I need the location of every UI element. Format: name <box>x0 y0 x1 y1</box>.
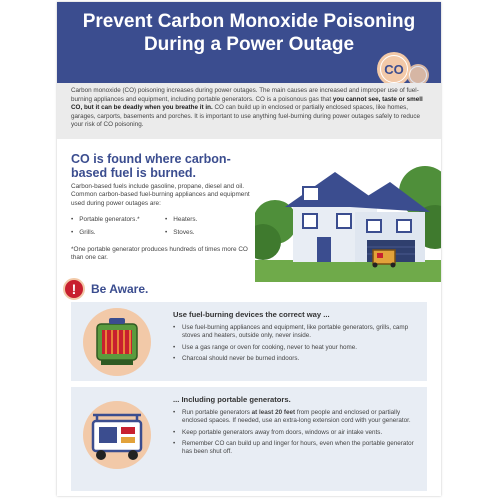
title-line-1: Prevent Carbon Monoxide Poisoning <box>82 11 416 32</box>
intro-paragraph: Carbon monoxide (CO) poisoning increases during power outages. The main causes are increased and improper use of fuel-burning appliances and equipment, including portable generators. CO is a poisonous gas that you cannot see, taste or smell CO, but it can be deadly when you breathe it in. CO can build up in enclosed or partially enclosed spaces, like homes, garages, carports, basements and porches. It is important to use anything fuel-burning during power outages safely to reduce your risk of CO poisoning. <box>57 83 441 139</box>
co-badge-small <box>407 64 429 83</box>
list-item: • Run portable generators at least 20 feet from people and enclosed or partially enclosed spaces. If needed, use an extra-long extension cord with your generator. <box>173 409 421 426</box>
co-badge-text: CO <box>384 61 404 77</box>
panel-correct-use <box>71 302 427 381</box>
generator-footnote: *One portable generator produces hundreds of times more CO than one car. <box>71 246 248 262</box>
be-aware-label: Be Aware. <box>91 282 149 296</box>
list-item: • Heaters. <box>165 216 245 223</box>
list-item: • Keep portable generators away from doors, windows or air intake vents. <box>173 429 421 437</box>
co-badge-large <box>377 52 411 83</box>
list-item: • Stoves. <box>165 229 245 236</box>
panel-heading: Use fuel-burning devices the correct way ... <box>173 310 330 319</box>
section-body-fuels: Carbon-based fuels include gasoline, propane, diesel and oil. Common carbon-based fuel-burning appliances and equipment used during power outages are: <box>71 183 250 207</box>
fact-sheet <box>57 2 441 496</box>
section-heading-co-source: CO is found where carbon-based fuel is burned. <box>71 152 231 180</box>
list-item: • Use a gas range or oven for cooking, never to heat your home. <box>173 344 421 352</box>
heater-illustration <box>81 306 153 378</box>
generator-illustration <box>81 399 153 471</box>
alert-icon: ! <box>63 278 85 300</box>
distance-emphasis: at least 20 feet <box>251 409 296 416</box>
list-item: • Use fuel-burning appliances and equipment, like portable generators, grills, camp stoves and heaters, outside only, never inside. <box>173 324 421 341</box>
list-item: • Grills. <box>71 229 165 236</box>
house-illustration <box>255 152 441 282</box>
panel-portable-generators <box>71 387 427 491</box>
be-aware-callout <box>63 278 148 300</box>
list-item: • Charcoal should never be burned indoors. <box>173 355 421 363</box>
correct-use-list <box>173 324 421 366</box>
page-title <box>57 10 441 56</box>
fuel-appliance-list <box>71 216 251 236</box>
generator-safety-list <box>173 409 421 459</box>
list-item: • Portable generators.* <box>71 216 165 223</box>
intro-emphasis: you cannot see, taste or smell CO, but it can be deadly when you breathe it in. <box>71 95 423 112</box>
panel-heading: ... Including portable generators. <box>173 395 291 404</box>
list-item: • Remember CO can build up and linger for hours, even when the portable generator has been shut off. <box>173 440 421 457</box>
title-line-2: During a Power Outage <box>143 34 355 55</box>
header-banner <box>57 2 441 83</box>
